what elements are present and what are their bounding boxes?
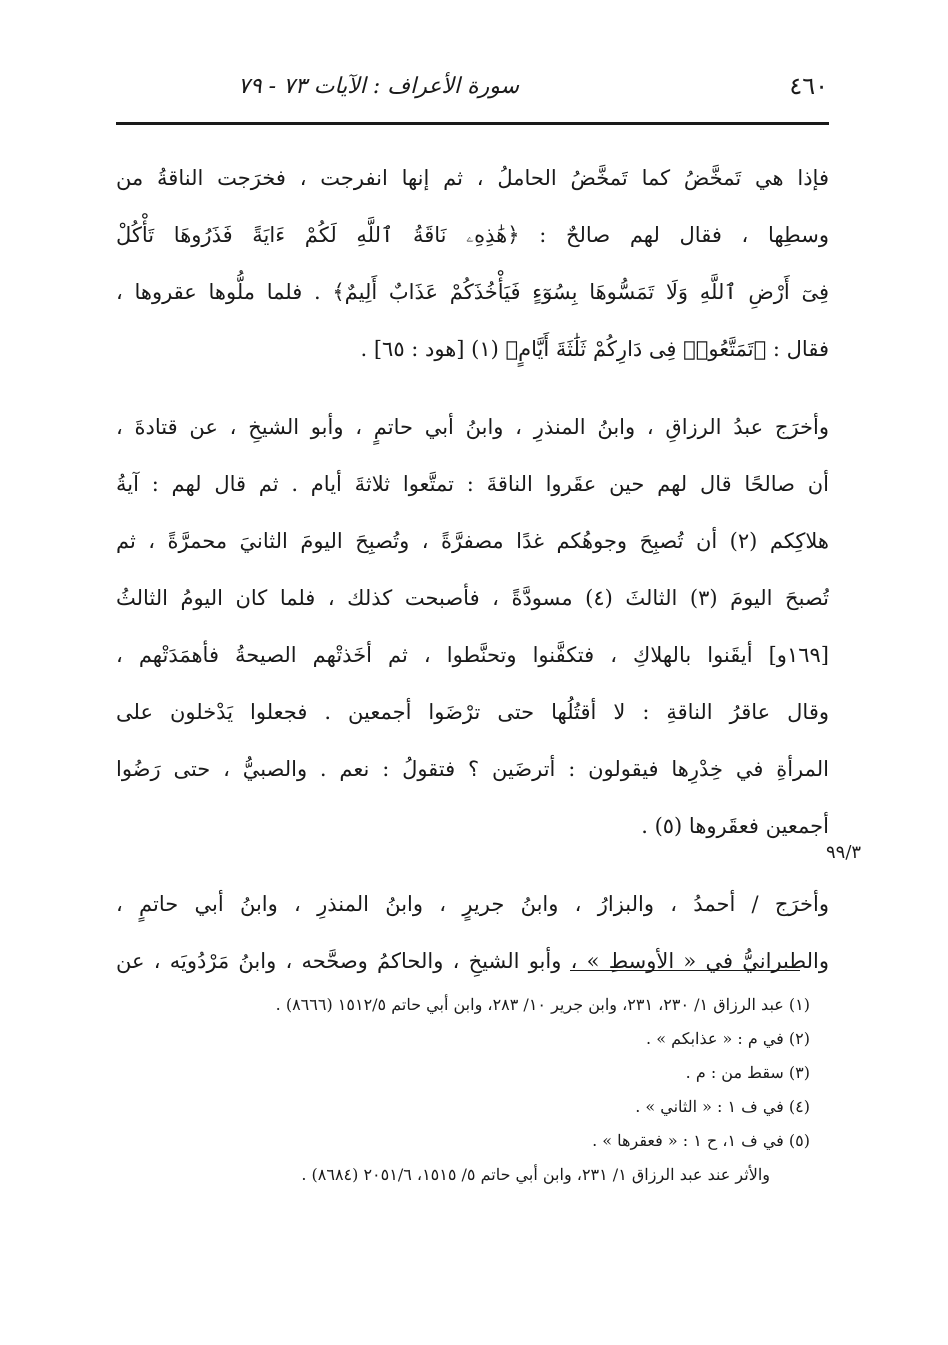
- running-title: سورة الأعراف : الآيات ٧٣ - ٧٩: [238, 73, 520, 99]
- text-line: وسطِها ، فقال لهم صالحٌ : ﴿هَٰذِهِۦ نَاقَةُ ٱللَّهِ لَكُمْ ءَايَةً فَذَرُوهَا تَأْكُلْ: [116, 223, 829, 247]
- footnote: (٣) سقط من : م .: [685, 1063, 810, 1082]
- footnote-rule: [570, 970, 800, 971]
- text-line: فقال : ﴿تَمَتَّعُوا۟ فِى دَارِكُمْ ثَلَٰثَةَ أَيَّامٍ﴾ (١) [هود : ٦٥] .: [360, 337, 829, 361]
- footnote: والأثر عند عبد الرزاق ١/ ٢٣١، وابن أبي حاتم ٥/ ١٥١٥، ٢٠٥١/٦ (٨٦٨٤) .: [301, 1165, 770, 1184]
- paragraph: [116, 876, 829, 990]
- footnote: (٥) في ف ١، ح ١ : « فعقرها » .: [592, 1131, 810, 1150]
- page-header: [118, 66, 828, 106]
- margin-reference: ٩٩/٣: [826, 842, 862, 863]
- footnote: (٤) في ف ١ : « الثاني » .: [635, 1097, 810, 1116]
- text-line: وأخرَج / أحمدُ ، والبزارُ ، وابنُ جريرٍ ، وابنُ المنذرِ ، وابنُ أبي حاتمٍ ،: [116, 892, 829, 916]
- text-line: فإذا هي تَمخَّضُ كما تَمخَّضُ الحاملُ ، ثم إنها انفرجت ، فخرَجت الناقةُ من: [116, 166, 829, 190]
- text-line: وأخرَج عبدُ الرزاقِ ، وابنُ المنذرِ ، وابنُ أبي حاتمٍ ، وأبو الشيخِ ، عن قتادةَ ،: [116, 415, 829, 439]
- header-rule: [116, 122, 829, 125]
- text-line: فِىٓ أَرْضِ ٱللَّهِ وَلَا تَمَسُّوهَا بِسُوٓءٍ فَيَأْخُذَكُمْ عَذَابٌ أَلِيمٌ﴾ . فلما ملُّوها عقروها ،: [116, 280, 829, 304]
- text-line: أن صالحًا قال لهم حين عقَروا الناقةَ : تمتَّعوا ثلاثةَ أيام . ثم قال لهم : آيةُ: [116, 472, 829, 496]
- text-line: هلاكِكم (٢) أن تُصبِحَ وجوهُكم غدًا مصفرَّةً ، وتُصبِحَ اليومَ الثانيَ محمرَّةً ، ثم: [116, 529, 829, 553]
- text-line: [١٦٩و] أيقَنوا بالهلاكِ ، فتكفَّنوا وتحنَّطوا ، ثم أخَذتْهم الصيحةُ فأهمَدَتْهم ،: [116, 643, 829, 667]
- footnotes: [160, 988, 810, 1192]
- text-line: تُصبحَ اليومَ (٣) الثالثَ (٤) مسودَّةً ، فأصبحت كذلك ، فلما كان اليومُ الثالثُ: [116, 586, 829, 610]
- text-line: أجمعين فعقَروها (٥) .: [641, 814, 829, 838]
- text-line: والطبرانيُّ في « الأوسطِ » ، وأبو الشيخِ ، والحاكمُ وصحَّحه ، وابنُ مَرْدُويَه ، عن: [116, 949, 829, 973]
- page-number: ٤٦٠: [789, 72, 828, 100]
- footnote: (١) عبد الرزاق ١/ ٢٣٠، ٢٣١، وابن جرير ١٠/ ٢٨٣، وابن أبي حاتم ١٥١٢/٥ (٨٦٦٦) .: [275, 995, 810, 1014]
- body-text: [116, 150, 829, 990]
- footnote: (٢) في م : « عذابكم » .: [646, 1029, 810, 1048]
- text-line: المرأةِ في خِدْرِها فيقولون : أترضَين ؟ فتقولُ : نعم . والصبيُّ ، حتى رَضُوا: [116, 757, 829, 781]
- paragraph: [116, 399, 829, 855]
- paragraph: [116, 150, 829, 378]
- text-line: وقال عاقرُ الناقةِ : لا أقتُلُها حتى ترْضَوا أجمعين . فجعلوا يَدْخلون على: [116, 700, 829, 724]
